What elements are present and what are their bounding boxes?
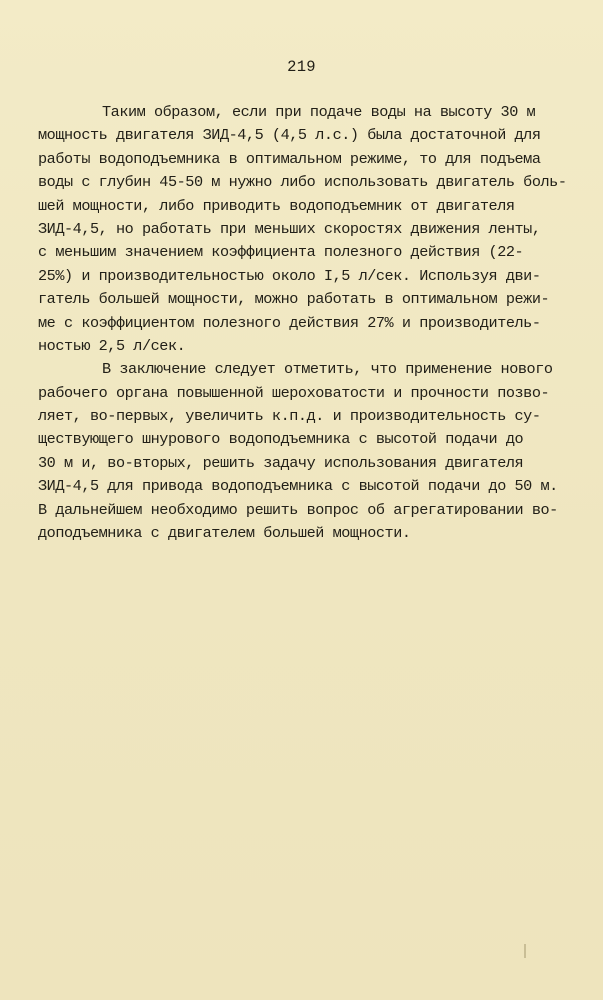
text-line: ществующего шнурового водоподъемника с высотой подачи до (38, 430, 524, 449)
text-line: ляет, во-первых, увеличить к.п.д. и производительность су- (38, 407, 541, 426)
text-line: ЗИД-4,5 для привода водоподъемника с высотой подачи до 50 м. (38, 477, 558, 496)
text-line: мощность двигателя ЗИД-4,5 (4,5 л.с.) была достаточной для (38, 126, 541, 145)
text-line: доподъемника с двигателем большей мощности. (38, 524, 411, 543)
paper-speck (524, 944, 526, 958)
text-line: 25%) и производительностью около I,5 л/сек. Используя дви- (38, 266, 541, 285)
text-line: 30 м и, во-вторых, решить задачу использования двигателя (38, 453, 524, 472)
text-line: ме с коэффициентом полезного действия 27% и производитель- (38, 313, 541, 332)
text-line: воды с глубин 45-50 м нужно либо использовать двигатель боль- (38, 173, 567, 192)
text-line: В дальнейшем необходимо решить вопрос об агрегатировании во- (38, 500, 558, 519)
text-line: ЗИД-4,5, но работать при меньших скоростях движения ленты, (38, 219, 541, 238)
body-text (38, 101, 568, 545)
text-line: ностью 2,5 л/сек. (38, 336, 186, 355)
page-number: 219 (287, 58, 316, 76)
text-line: гатель большей мощности, можно работать в оптимальном режи- (38, 290, 550, 309)
text-line: работы водоподъемника в оптимальном режиме, то для подъема (38, 149, 541, 168)
text-line: В заключение следует отметить, что применение нового (102, 360, 553, 379)
text-line: Таким образом, если при подаче воды на высоту 30 м (102, 103, 536, 121)
text-line: шей мощности, либо приводить водоподъемник от двигателя (38, 196, 515, 215)
text-line: с меньшим значением коэффициента полезного действия (22- (38, 243, 524, 262)
text-line: рабочего органа повышенной шероховатости и прочности позво- (38, 383, 550, 402)
